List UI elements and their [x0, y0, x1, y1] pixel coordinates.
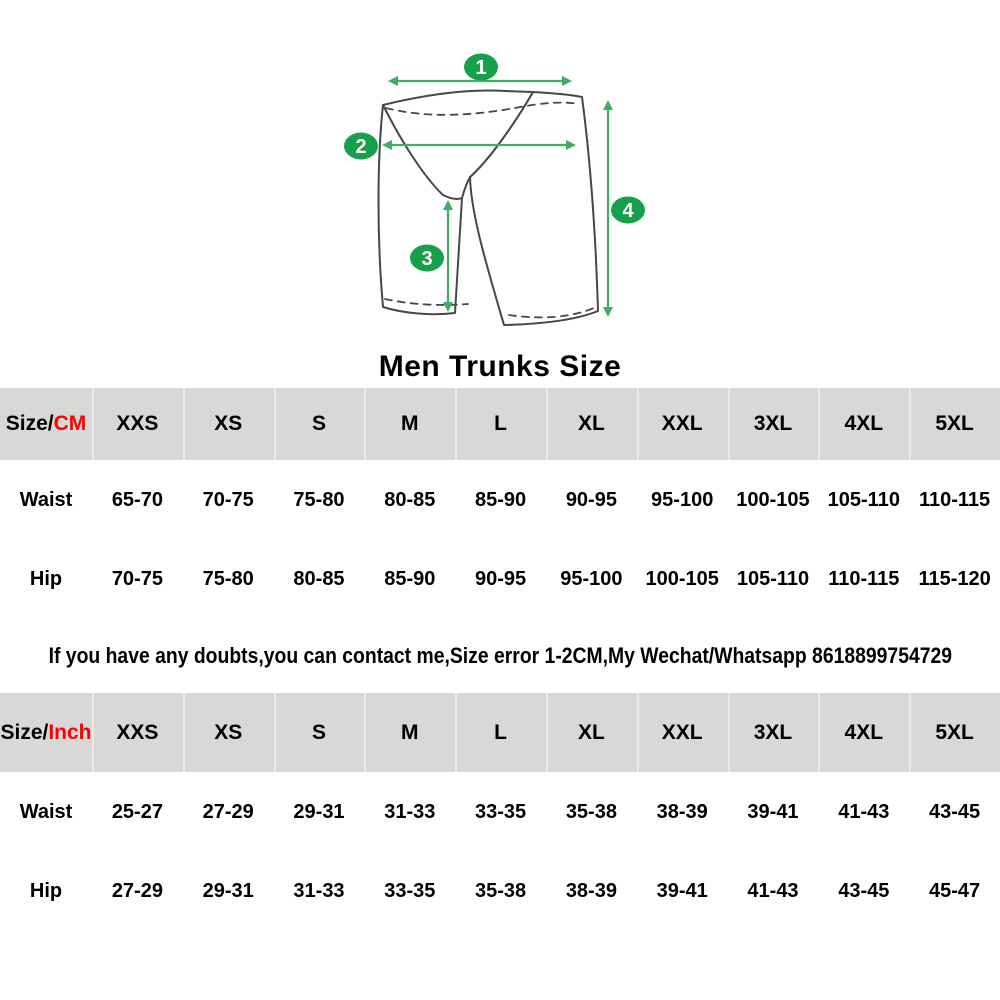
value-cell: 27-29: [111, 879, 163, 902]
value-cell: 35-38: [565, 800, 617, 823]
value-cell: 38-39: [656, 800, 708, 823]
value-cell: 27-29: [202, 800, 254, 823]
value-cell: 39-41: [656, 879, 708, 902]
size-header-cell: M: [364, 693, 455, 772]
trunks-measurement-diagram: [0, 0, 1000, 345]
marker-2-number: 2: [355, 136, 367, 158]
value-cell: 43-45: [929, 800, 981, 823]
inch-hip-row: [0, 852, 1000, 930]
size-header-cell: L: [455, 388, 546, 460]
size-header-cell: M: [364, 388, 455, 460]
value-cell: 110-115: [828, 567, 900, 590]
cm-table-header-row: [0, 388, 1000, 460]
contact-note-row: [0, 618, 1000, 693]
inch-table-header-row: [0, 693, 1000, 772]
value-cell: 31-33: [293, 879, 345, 902]
size-label-prefix: Size/: [5, 412, 54, 435]
marker-3-number: 3: [421, 248, 433, 270]
size-header-cell: 5XL: [909, 693, 1000, 772]
size-header-cell: XL: [546, 693, 637, 772]
inch-header-label: [0, 721, 92, 745]
value-cell: 39-41: [747, 800, 799, 823]
size-header-cell: L: [455, 693, 546, 772]
value-cell: 75-80: [202, 567, 254, 590]
cm-hip-row: [0, 540, 1000, 618]
value-cell: 70-75: [111, 567, 163, 590]
page-title: Men Trunks Size: [378, 349, 622, 383]
value-cell: 25-27: [111, 800, 163, 823]
size-header-cell: XXS: [92, 693, 183, 772]
value-cell: 95-100: [560, 567, 623, 590]
inch-waist-row: [0, 772, 1000, 852]
value-cell: 38-39: [565, 879, 617, 902]
size-header-cell: 3XL: [728, 388, 819, 460]
trunks-drawing: [379, 91, 599, 325]
size-header-cell: S: [274, 693, 365, 772]
value-cell: 105-110: [736, 567, 810, 590]
size-header-cell: 5XL: [909, 388, 1000, 460]
value-cell: 75-80: [293, 488, 345, 511]
size-header-cell: 4XL: [818, 388, 909, 460]
row-label: Hip: [29, 567, 63, 590]
row-label: Waist: [19, 488, 73, 511]
value-cell: 70-75: [202, 488, 254, 511]
value-cell: 33-35: [475, 800, 527, 823]
value-cell: 80-85: [293, 567, 345, 590]
value-cell: 80-85: [384, 488, 436, 511]
size-label-prefix: Size/: [0, 720, 49, 744]
value-cell: 41-43: [747, 879, 799, 902]
value-cell: 29-31: [293, 800, 345, 823]
cm-unit-label: CM: [53, 412, 87, 435]
value-cell: 41-43: [838, 800, 890, 823]
value-cell: 85-90: [384, 567, 436, 590]
row-label: Waist: [19, 800, 73, 823]
value-cell: 110-115: [918, 488, 991, 511]
value-cell: 95-100: [651, 488, 714, 511]
size-header-cell: XS: [183, 693, 274, 772]
size-header-cell: XXS: [92, 388, 183, 460]
size-header-cell: XXL: [637, 388, 728, 460]
size-header-cell: 4XL: [818, 693, 909, 772]
value-cell: 115-120: [918, 567, 991, 590]
trunks-diagram-svg: [0, 0, 1000, 345]
value-cell: 35-38: [475, 879, 527, 902]
value-cell: 90-95: [565, 488, 617, 511]
size-header-cell: 3XL: [728, 693, 819, 772]
value-cell: 100-105: [645, 567, 719, 590]
value-cell: 105-110: [827, 488, 900, 511]
value-cell: 33-35: [384, 879, 436, 902]
marker-1-number: 1: [475, 57, 487, 79]
size-header-cell: XXL: [637, 693, 728, 772]
inch-unit-label: Inch: [48, 720, 92, 744]
value-cell: 29-31: [202, 879, 254, 902]
value-cell: 43-45: [838, 879, 890, 902]
row-label: Hip: [29, 879, 63, 902]
marker-4-number: 4: [622, 200, 634, 222]
contact-note: If you have any doubts,you can contact me,Size error 1-2CM,My Wechat/Whatsapp 8618899754729: [48, 642, 952, 668]
value-cell: 100-105: [736, 488, 810, 511]
bottom-whitespace: [0, 930, 1000, 1000]
value-cell: 31-33: [384, 800, 436, 823]
value-cell: 45-47: [929, 879, 981, 902]
size-header-cell: XL: [546, 388, 637, 460]
cm-waist-row: [0, 460, 1000, 540]
cm-header-label: [0, 412, 92, 436]
value-cell: 90-95: [475, 567, 527, 590]
value-cell: 85-90: [475, 488, 527, 511]
size-header-cell: S: [274, 388, 365, 460]
size-header-cell: XS: [183, 388, 274, 460]
value-cell: 65-70: [111, 488, 163, 511]
